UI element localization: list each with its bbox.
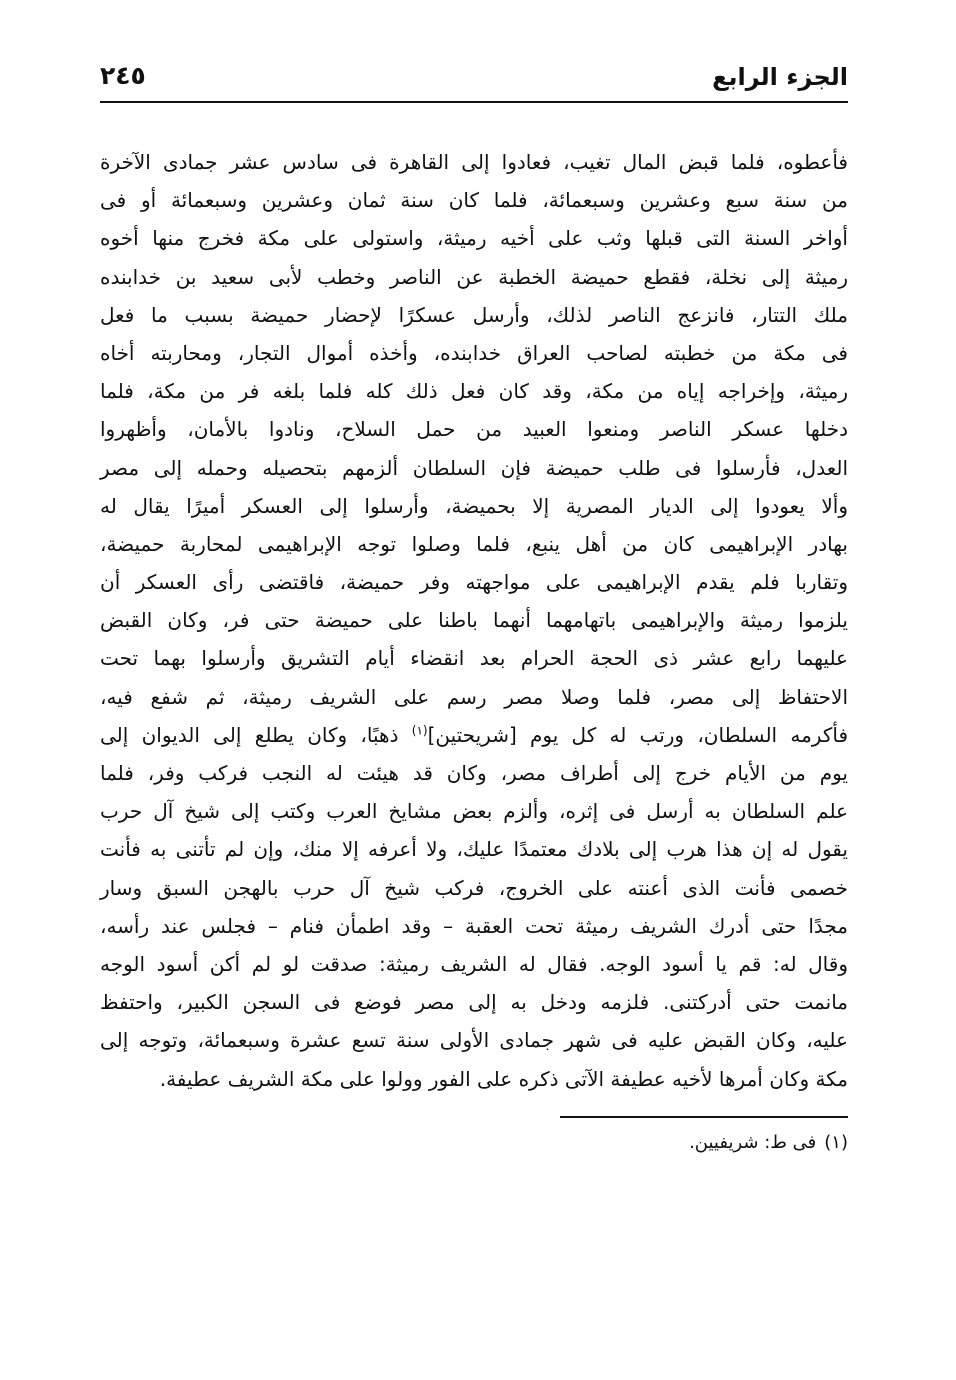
text-line: العدل، فأرسلوا فى طلب حميضة فإن السلطان ألزمهم بتحصيله وحمله إلى مصر: [100, 455, 848, 480]
text-line: عليه، وكان القبض عليه فى شهر جمادى الأولى سنة تسع عشرة وسبعمائة، وتوجه إلى: [100, 1028, 848, 1053]
text-line: دخلها عسكر الناصر ومنعوا العبيد من حمل السلاح، ونادوا بالأمان، وأظهروا: [100, 417, 848, 442]
text-line: يلزموا رميثة والإبراهيمى باتهامهما أنهما باطنا على حميضة حتى فر، وكان القبض: [100, 608, 848, 633]
line-text-after: ذهبًا، وكان يطلع إلى الديوان إلى: [100, 722, 412, 747]
footnote: [100, 1132, 848, 1153]
footnote-text: فى ط: شريفيين.: [689, 1131, 817, 1153]
running-title: الجزء الرابع: [712, 63, 848, 91]
text-line: رميثة، وإخراجه إياه من مكة، وقد كان فعل ذلك كله فلما بلغه فر من مكة، فلما: [100, 379, 848, 404]
book-page: [100, 55, 848, 1153]
text-line: ملك التتار، فانزعج الناصر لذلك، وأرسل عسكرًا لإحضار حميضة بسبب ما فعل: [100, 302, 848, 327]
text-line: بهادر الإبراهيمى كان من أهل ينبع، فلما وصلوا توجه الإبراهيمى لمحاربة حميضة،: [100, 531, 848, 556]
text-line: عليهما رابع عشر ذى الحجة الحرام بعد انقضاء أيام التشريق وأرسلوا بهما تحت: [100, 646, 848, 671]
text-line-with-footnote: [100, 716, 848, 754]
text-line: وتقاربا فلم يقدم الإبراهيمى على مواجهته وفر حميضة، فاقتضى رأى العسكر أن: [100, 570, 848, 595]
page-header: [100, 55, 848, 103]
text-line: من سنة سبع وعشرين وسبعمائة، فلما كان سنة ثمان وعشرين وسبعمائة أو فى: [100, 188, 848, 213]
text-line: علم السلطان به أرسل فى إثره، وألزم بعض مشايخ العرب وكتب إلى شيخ آل حرب: [100, 799, 848, 824]
text-line: مجدًا حتى أدرك الشريف رميثة تحت العقبة – وقد اطمأن فنام – فجلس عند رأسه،: [100, 913, 848, 938]
page-number: ٢٤٥: [100, 61, 146, 90]
footnote-number: (١): [824, 1131, 848, 1153]
text-line: يقول له إن هذا هرب إلى بلادك معتمدًا عليك، ولا أعرفه إلا منك، وإن لم تأتنى به فأنت: [100, 837, 848, 862]
text-line: فى مكة من خطبته لصاحب العراق خدابنده، وأخذه أموال التجار، ومحاربته أخاه: [100, 340, 848, 365]
text-line: وقال له: قم يا أسود الوجه. فقال له الشريف رميثة: صدقت لو لم أكن أسود الوجه: [100, 951, 848, 976]
text-line: الاحتفاظ إلى مصر، فلما وصلا مصر رسم على الشريف رميثة، ثم شفع فيه،: [100, 684, 848, 709]
text-line: وألا يعودوا إلى الديار المصرية إلا بحميضة، وأرسلوا إلى العسكر أميرًا يقال له: [100, 493, 848, 518]
text-line: خصمى فأنت الذى أعنته على الخروج، فركب شيخ آل حرب بالهجن السبق وسار: [100, 875, 848, 900]
text-line: مانمت حتى أدركتنى. فلزمه ودخل به إلى مصر فوضع فى السجن الكبير، واحتفظ: [100, 990, 848, 1015]
text-line: يوم من الأيام خرج إلى أطراف مصر، وكان قد هيئت له النجب فركب وفر، فلما: [100, 761, 848, 785]
text-line: مكة وكان أمرها لأخيه عطيفة الآتى ذكره على الفور وولوا على مكة الشريف عطيفة.: [159, 1066, 848, 1091]
line-text-before: فأكرمه السلطان، ورتب له كل يوم [شريحتين]: [427, 722, 849, 747]
footnote-separator: [560, 1116, 848, 1118]
text-line: أواخر السنة التى قبلها وثب على أخيه رميثة، واستولى على مكة فخرج منها أخوه: [100, 226, 848, 251]
footnote-reference[interactable]: (١): [411, 723, 428, 738]
text-line: فأعطوه، فلما قبض المال تغيب، فعادوا إلى القاهرة فى سادس عشر جمادى الآخرة: [100, 150, 848, 174]
main-text: [100, 143, 848, 1098]
text-line: رميثة إلى نخلة، فقطع حميضة الخطبة عن الناصر وخطب لأبى سعيد بن خدابنده: [100, 264, 848, 289]
